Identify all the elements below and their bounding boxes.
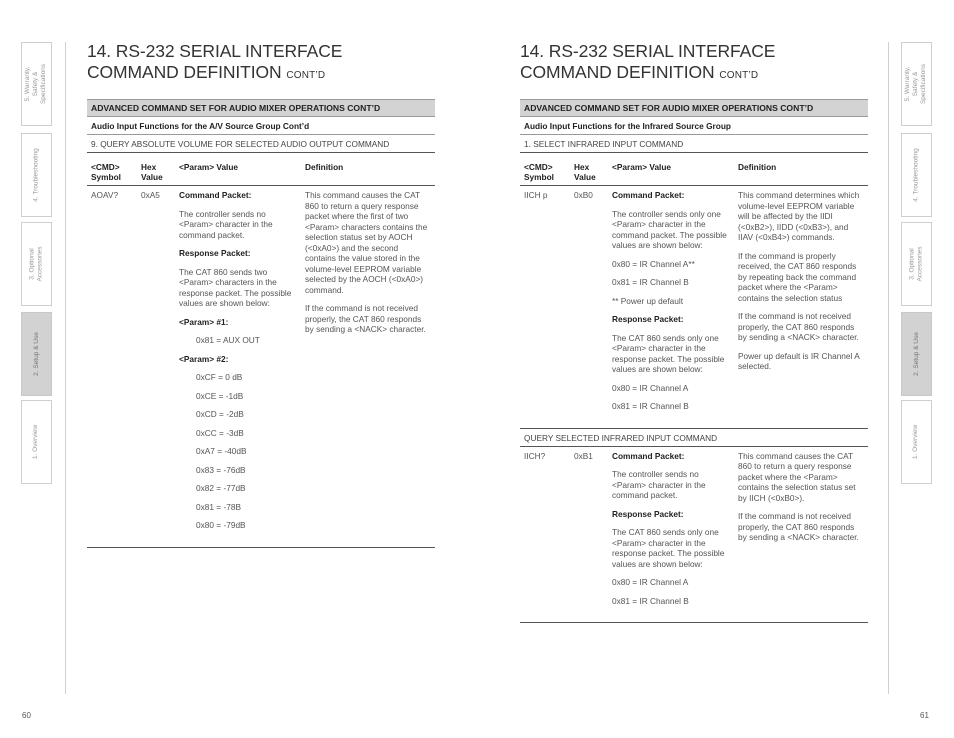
nav-tab-setup[interactable]	[21, 312, 52, 396]
nav-tab-troubleshooting[interactable]	[21, 133, 52, 217]
param-text: 0x81 = IR Channel B	[612, 401, 689, 411]
nav-tab-overview[interactable]	[901, 400, 932, 484]
nav-tab-label: 1. Overview	[912, 424, 920, 460]
query-command-title: QUERY SELECTED INFRARED INPUT COMMAND	[520, 429, 868, 447]
nav-tab-label: 2. Setup & Use	[32, 332, 40, 376]
nav-tab-label: 4. Troubleshooting	[912, 148, 920, 202]
nav-tab-label: 1. Overview	[32, 424, 40, 460]
param-heading: Command Packet:	[612, 190, 685, 200]
param-heading: <Param> #1:	[179, 316, 229, 327]
param-heading: <Param> #2:	[179, 353, 229, 364]
table-row: AOAV? 0xA5 Command Packet: The controller sends no <Param> character in the command packet. Response Packet: The CAT 860 sends two <Param> characters in the response packet. The possible values are shown below: <Param> #1: 0x81 = AUX OUT <Param> #2: 0xCF = 0 dB 0xCE = -1dB 0xCD = -2dB 0xCC = -3dB 0xA7 = -40dB 0x83 = -76dB 0x82 = -77dB 0x81 = -78B 0x80 = -79dB This command causes the CAT 860 to return a query response packet where the first of two <Param> characters contains the selection status set by AOCH (<0xA0>) and the second contains the value stored in the volume-level EEPROM variable selected by the AOCH (<0xA0>) command. If the command is not received properly, the CAT 860 responds by sending a <NACK> character.	[87, 186, 435, 548]
nav-tab-overview[interactable]	[21, 400, 52, 484]
definition-text: If the command is not received properly, the CAT 860 responds by sending a <NACK> character.	[738, 311, 859, 342]
definition-text: If the command is not received properly, the CAT 860 responds by sending a <NACK> character.	[305, 303, 426, 334]
page-divider-right	[888, 42, 889, 694]
nav-tab-accessories[interactable]	[901, 222, 932, 306]
definition-text: This command causes the CAT 860 to return a query response packet where the <Param> contains the selection status set by IICH (<0xB0>).	[738, 450, 856, 503]
param-text: The CAT 860 sends two <Param> characters in the response packet. The possible values are shown below:	[179, 266, 292, 308]
table-header: <CMD> Symbol Hex Value <Param> Value Definition	[87, 153, 435, 186]
section-band: ADVANCED COMMAND SET FOR AUDIO MIXER OPERATIONS CONT’D	[87, 99, 435, 117]
nav-tab-label: 2. Setup & Use	[912, 332, 920, 376]
param-text: 0xCD = -2dB	[196, 409, 244, 419]
table-row: IICH p 0xB0 Command Packet: The controller sends only one <Param> character in the command packet. The possible values are shown below: 0x80 = IR Channel A** 0x81 = IR Channel B ** Power up default Response Packet: The CAT 860 sends only one <Param> character in the response packet. The possible values are shown below: 0x80 = IR Channel A 0x81 = IR Channel B This command determines which volume-level EEPROM variable will be affected by the IIDI (<0xB2>), IIDD (<0xB3>), and IIAV (<0xB4>) commands. If the command is properly received, the CAT 860 responds by repeating back the command packet where the <Param> contains the selection status If the command is not received properly, the CAT 860 responds by sending a <NACK> character. Power up default is IR Channel A selected.	[520, 186, 868, 429]
nav-tab-accessories[interactable]	[21, 222, 52, 306]
right-page-content	[520, 41, 868, 623]
command-title: 1. SELECT INFRARED INPUT COMMAND	[520, 135, 868, 153]
param-text: 0x80 = IR Channel A**	[612, 258, 695, 269]
definition-text: If the command is properly received, the CAT 860 responds by repeating back the command packet where the <Param> contains the selection status	[738, 250, 857, 303]
param-text: 0x81 = AUX OUT	[196, 335, 260, 345]
definition-text: If the command is not received properly, the CAT 860 responds by sending a <NACK> character.	[738, 511, 859, 542]
page-title: 14. RS-232 SERIAL INTERFACE COMMAND DEFINITION CONT’D	[87, 41, 343, 82]
param-text: 0xCF = 0 dB	[196, 372, 243, 382]
param-text: The controller sends no <Param> character in the command packet.	[612, 469, 706, 500]
param-text: 0xCE = -1dB	[196, 390, 244, 401]
param-heading: Command Packet:	[612, 450, 685, 461]
subsection-heading: Audio Input Functions for the Infrared Source Group	[520, 117, 868, 135]
param-text: The controller sends no <Param> character in the command packet.	[179, 208, 273, 240]
nav-tab-warranty[interactable]	[901, 42, 932, 126]
section-band: ADVANCED COMMAND SET FOR AUDIO MIXER OPERATIONS CONT’D	[520, 99, 868, 117]
param-text: 0x81 = IR Channel B	[612, 277, 689, 287]
param-text: 0xCC = -3dB	[196, 427, 244, 438]
param-text: 0x83 = -76dB	[196, 464, 246, 475]
param-text: 0x80 = IR Channel A	[612, 577, 689, 587]
param-text: The controller sends only one <Param> character in the command packet. The possible values are shown below:	[612, 208, 727, 250]
command-title: 9. QUERY ABSOLUTE VOLUME FOR SELECTED AUDIO OUTPUT COMMAND	[87, 135, 435, 153]
definition-text: This command determines which volume-level EEPROM variable will be affected by the IIDI (<0xB2>), IIDD (<0xB3>), and IIAV (<0xB4>) commands.	[738, 190, 860, 242]
param-text: 0x81 = -78B	[196, 501, 241, 512]
definition-text: Power up default is IR Channel A selected.	[738, 350, 860, 371]
param-text: ** Power up default	[612, 295, 684, 306]
definition-text: This command causes the CAT 860 to return a query response packet where the first of two <Param> characters contains the selection status set by AOCH (<0xA0>) and the second contains the value stored in the volume-level EEPROM variable selected by the AOCH (<0xA0>) command.	[305, 190, 428, 295]
nav-tab-label: 4. Troubleshooting	[32, 148, 40, 202]
nav-tab-warranty[interactable]	[21, 42, 52, 126]
nav-tab-troubleshooting[interactable]	[901, 133, 932, 217]
nav-tab-label: 5. Warranty, Safety & Specifications	[24, 63, 48, 105]
param-text: 0xA7 = -40dB	[196, 446, 247, 456]
page-number-right: 61	[920, 711, 929, 720]
nav-tab-label: 3. Optional Accessories	[28, 246, 44, 282]
param-text: The CAT 860 sends only one <Param> character in the response packet. The possible values are shown below:	[612, 527, 725, 569]
nav-tab-setup[interactable]	[901, 312, 932, 396]
page-title: 14. RS-232 SERIAL INTERFACE COMMAND DEFINITION CONT’D	[520, 41, 776, 82]
param-text: 0x80 = IR Channel A	[612, 382, 689, 393]
table-header: <CMD> Symbol Hex Value <Param> Value Definition	[520, 153, 868, 186]
param-text: The CAT 860 sends only one <Param> character in the response packet. The possible values are shown below:	[612, 332, 725, 374]
left-page-content	[87, 41, 435, 548]
param-text: 0x82 = -77dB	[196, 483, 246, 493]
param-heading: Command Packet:	[179, 190, 252, 200]
param-text: 0x81 = IR Channel B	[612, 595, 689, 606]
table-row: IICH? 0xB1 Command Packet: The controller sends no <Param> character in the command packet. Response Packet: The CAT 860 sends only one <Param> character in the response packet. The possible values are shown below: 0x80 = IR Channel A 0x81 = IR Channel B This command causes the CAT 860 to return a query response packet where the <Param> contains the selection status set by IICH (<0xB0>). If the command is not received properly, the CAT 860 responds by sending a <NACK> character.	[520, 447, 868, 624]
param-text: 0x80 = -79dB	[196, 520, 246, 530]
page-number-left: 60	[22, 711, 31, 720]
subsection-heading: Audio Input Functions for the A/V Source Group Cont’d	[87, 117, 435, 135]
param-heading: Response Packet:	[179, 248, 251, 258]
nav-tab-label: 5. Warranty, Safety & Specifications	[904, 63, 928, 105]
param-heading: Response Packet:	[612, 314, 684, 324]
page-divider-left	[65, 42, 66, 694]
param-heading: Response Packet:	[612, 508, 684, 519]
nav-tab-label: 3. Optional Accessories	[908, 246, 924, 282]
